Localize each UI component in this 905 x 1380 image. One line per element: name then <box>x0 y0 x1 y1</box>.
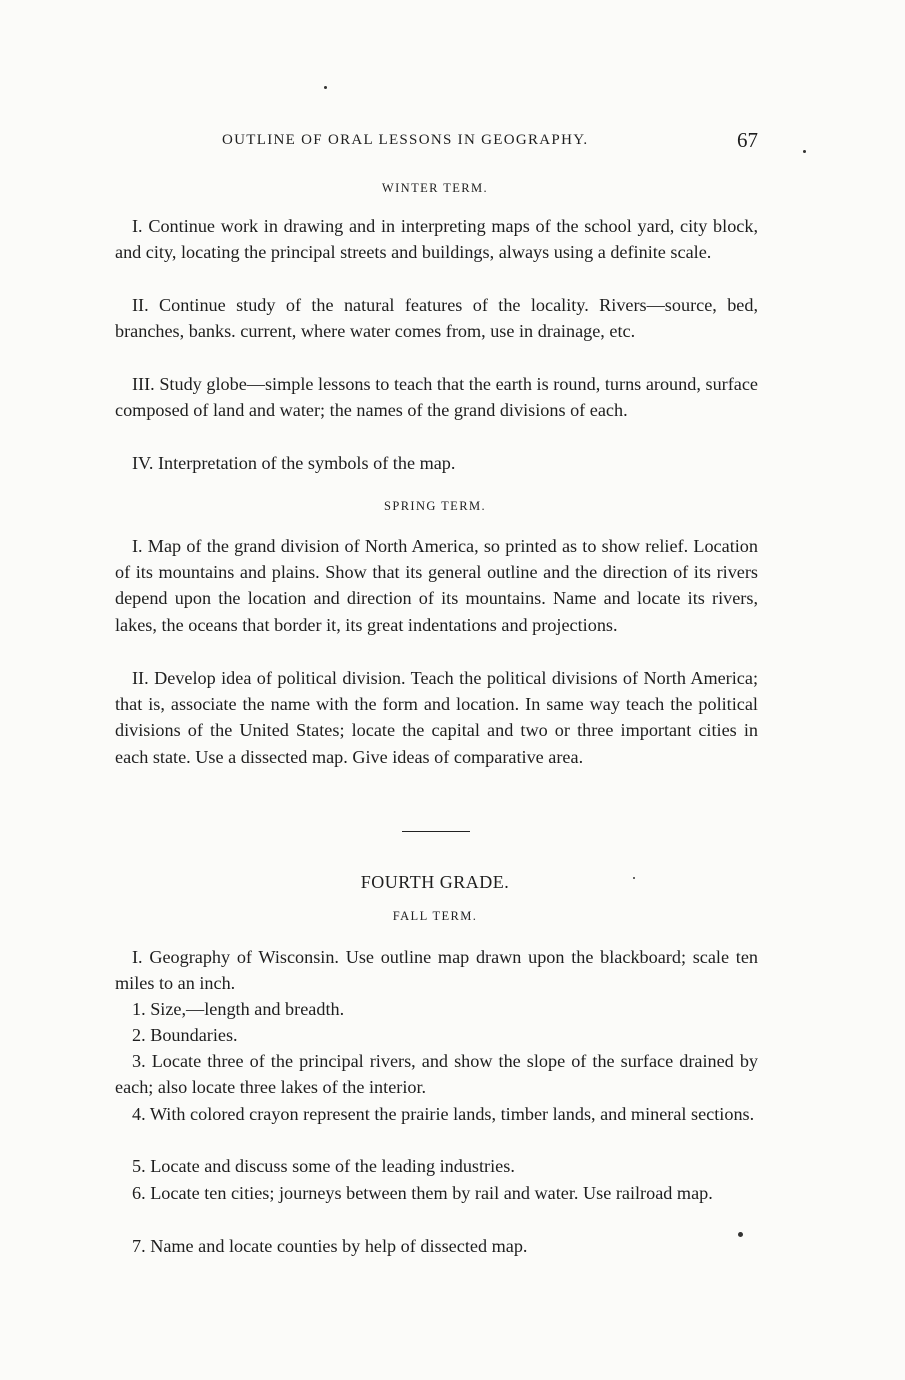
fall-item-2: 2. Boundaries. <box>132 1025 238 1045</box>
fall-item-3: 3. Locate three of the principal rivers, and show the slope of the surface drained by each; also locate three lakes of the interior. <box>115 1051 758 1098</box>
paper-speck <box>803 150 806 153</box>
fourth-grade-heading: FOURTH GRADE. <box>360 872 510 892</box>
page-number: 67 <box>737 128 758 152</box>
fall-item-5: 5. Locate and discuss some of the leading industries. <box>132 1156 515 1176</box>
paper-speck <box>633 877 635 879</box>
spring-item-1: I. Map of the grand division of North America, so printed as to show relief. Location of its mountains and plains. Show that its general outline and the direction of its rivers depend upon the location and direction of its mountains. Name and locate its rivers, lakes, the oceans that border it, its great indentations and projections. <box>115 536 758 635</box>
spring-item-2: II. Develop idea of political division. Teach the political divisions of North America; that is, associate the name with the form and location. In same way teach the political divisions of the United States; locate the capital and two or three important cities in each state. Use a dissected map. Give ideas of comparative area. <box>115 668 758 767</box>
fall-item-1: 1. Size,—length and breadth. <box>132 999 345 1019</box>
winter-item-4: IV. Interpretation of the symbols of the map. <box>132 453 456 473</box>
fall-term-heading: FALL TERM. <box>392 909 478 923</box>
fall-item-6: 6. Locate ten cities; journeys between them by rail and water. Use railroad map. <box>132 1183 713 1203</box>
paper-speck <box>738 1232 743 1237</box>
spring-term-heading: SPRING TERM. <box>383 499 486 513</box>
running-title: OUTLINE OF ORAL LESSONS IN GEOGRAPHY. <box>222 132 589 148</box>
fall-item-7: 7. Name and locate counties by help of dissected map. <box>132 1236 528 1256</box>
winter-item-3: III. Study globe—simple lessons to teach that the earth is round, turns around, surface composed of land and water; the names of the grand divisions of each. <box>115 374 758 421</box>
fall-item-4: 4. With colored crayon represent the prairie lands, timber lands, and mineral sections. <box>132 1104 755 1124</box>
winter-item-2: II. Continue study of the natural features of the locality. Rivers—source, bed, branches, banks. current, where water comes from, use in drainage, etc. <box>115 295 758 342</box>
section-divider <box>402 831 470 832</box>
winter-term-heading: WINTER TERM. <box>381 181 489 195</box>
winter-item-1: I. Continue work in drawing and in interpreting maps of the school yard, city block, and city, locating the principal streets and buildings, always using a definite scale. <box>115 216 758 263</box>
fall-intro: I. Geography of Wisconsin. Use outline map drawn upon the blackboard; scale ten miles to an inch. <box>115 947 758 994</box>
paper-speck <box>324 86 327 89</box>
